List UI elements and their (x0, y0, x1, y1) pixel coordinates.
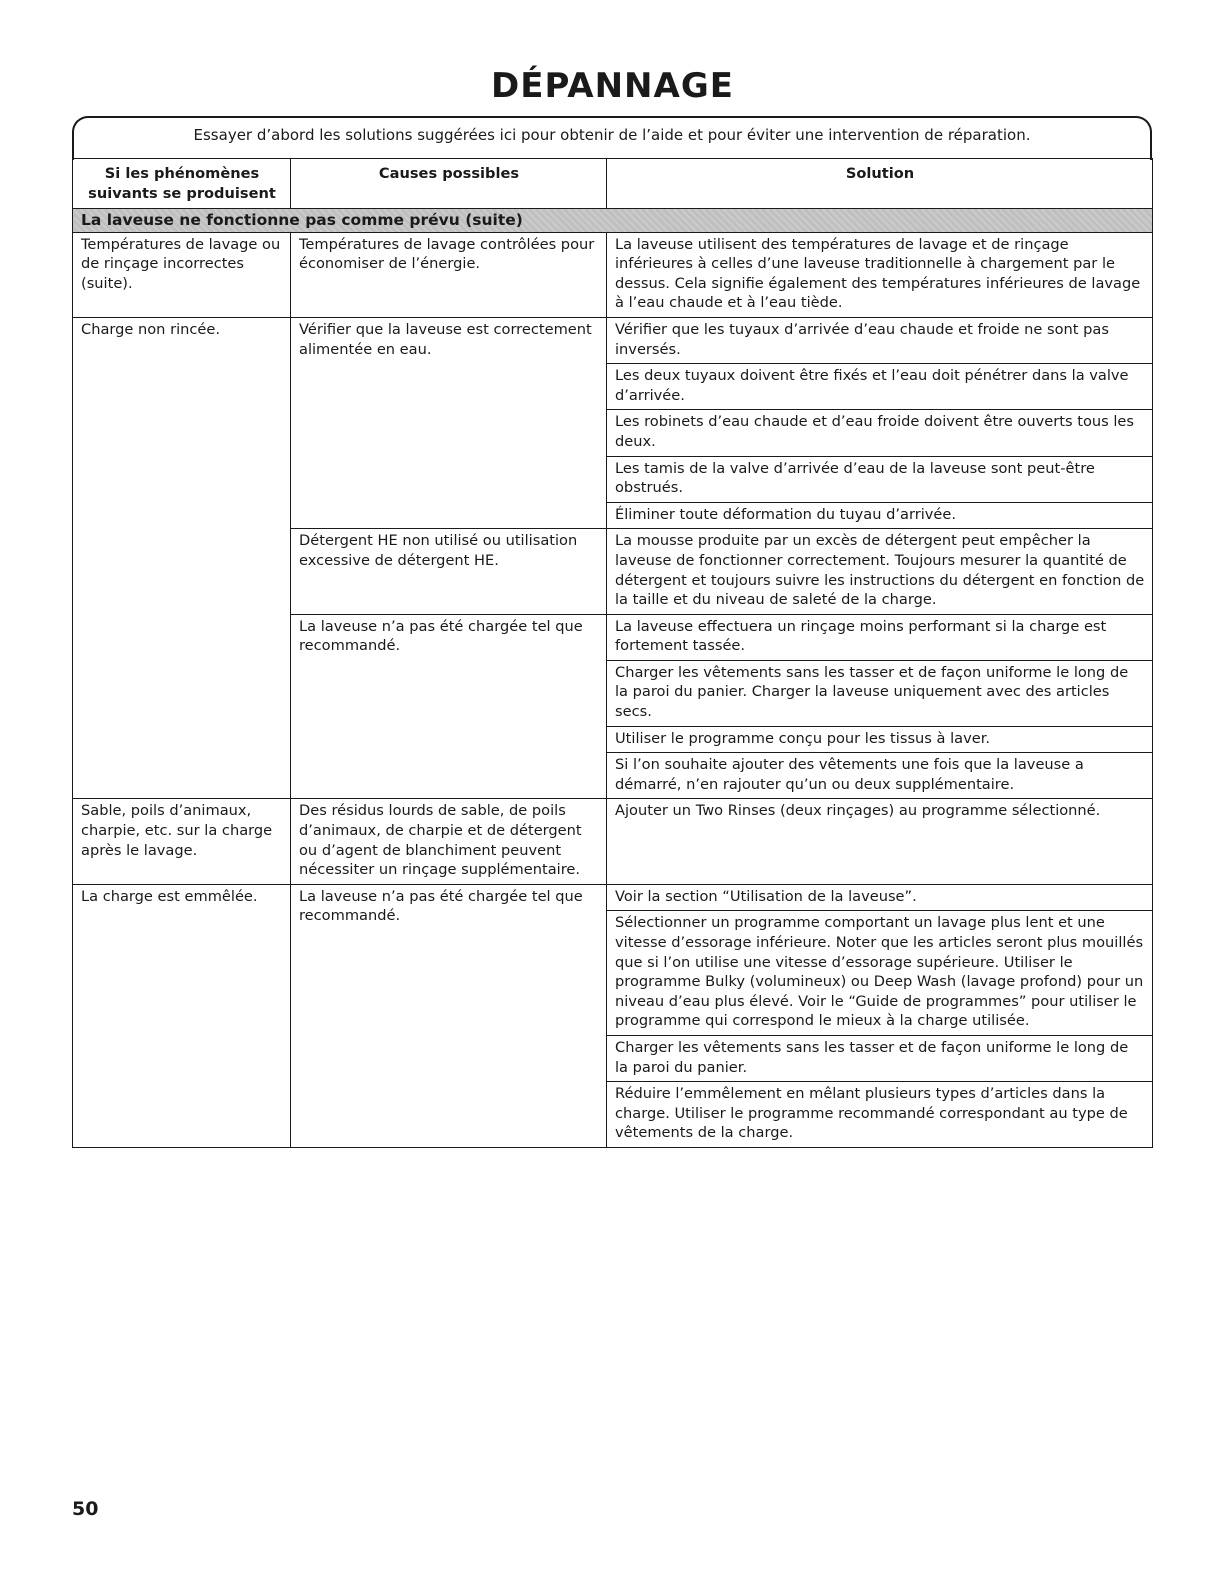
table-row (73, 317, 1153, 363)
table-row (73, 884, 1153, 911)
header-solution: Solution (607, 159, 1153, 209)
solution-cell: La laveuse utilisent des températures de lavage et de rinçage inférieures à celles d’une laveuse traditionnelle à chargement par le dessus. Cela signifie également des températures inférieures de lavage à l’eau chaude et à l’eau tiède. (607, 232, 1153, 317)
table-row (73, 232, 1153, 317)
solution-cell: La mousse produite par un excès de détergent peut empêcher la laveuse de fonctionner correctement. Toujours mesurer la quantité de détergent et toujours suivre les instructions du détergent en fonction de la taille et du niveau de saleté de la charge. (607, 529, 1153, 614)
cause-cell: Des résidus lourds de sable, de poils d’animaux, de charpie et de détergent ou d’agent de blanchiment peuvent nécessiter un rinçage supplémentaire. (291, 799, 607, 884)
symptom-cell: Températures de lavage ou de rinçage incorrectes (suite). (73, 232, 291, 317)
cause-cell: Vérifier que la laveuse est correctement alimentée en eau. (291, 317, 607, 528)
solution-cell: Éliminer toute déformation du tuyau d’arrivée. (607, 502, 1153, 529)
header-symptom: Si les phénomènes suivants se produisent (73, 159, 291, 209)
solution-cell: Les deux tuyaux doivent être fixés et l’eau doit pénétrer dans la valve d’arrivée. (607, 364, 1153, 410)
symptom-cell: Sable, poils d’animaux, charpie, etc. sur la charge après le lavage. (73, 799, 291, 884)
solution-cell: Utiliser le programme conçu pour les tissus à laver. (607, 726, 1153, 753)
symptom-cell: Charge non rincée. (73, 317, 291, 798)
header-cause: Causes possibles (291, 159, 607, 209)
cause-cell: La laveuse n’a pas été chargée tel que recommandé. (291, 884, 607, 1147)
table-header-row (73, 159, 1153, 209)
cause-cell: Détergent HE non utilisé ou utilisation excessive de détergent HE. (291, 529, 607, 614)
page-title: DÉPANNAGE (491, 66, 734, 106)
solution-cell: Sélectionner un programme comportant un lavage plus lent et une vitesse d’essorage inférieure. Noter que les articles seront plus mouillés que si l’on utilise une vitesse d’essorage supérieure. Utiliser le programme Bulky (volumineux) ou Deep Wash (lavage profond) pour un niveau d’eau plus élevé. Voir le “Guide de programmes” pour utiliser le programme qui correspond le mieux à la charge utilisée. (607, 911, 1153, 1036)
solution-cell: Voir la section “Utilisation de la laveuse”. (607, 884, 1153, 911)
table-row (73, 799, 1153, 884)
cause-cell: La laveuse n’a pas été chargée tel que recommandé. (291, 614, 607, 799)
solution-cell: Vérifier que les tuyaux d’arrivée d’eau chaude et froide ne sont pas inversés. (607, 317, 1153, 363)
solution-cell: Si l’on souhaite ajouter des vêtements une fois que la laveuse a démarré, n’en rajouter qu’un ou deux supplémentaire. (607, 753, 1153, 799)
solution-cell: Ajouter un Two Rinses (deux rinçages) au programme sélectionné. (607, 799, 1153, 884)
cause-cell: Températures de lavage contrôlées pour économiser de l’énergie. (291, 232, 607, 317)
symptom-cell: La charge est emmêlée. (73, 884, 291, 1147)
solution-cell: Les robinets d’eau chaude et d’eau froide doivent être ouverts tous les deux. (607, 410, 1153, 456)
solution-cell: Charger les vêtements sans les tasser et de façon uniforme le long de la paroi du panier. (607, 1035, 1153, 1081)
section-header-row (73, 209, 1153, 233)
solution-cell: Réduire l’emmêlement en mêlant plusieurs types d’articles dans la charge. Utiliser le programme recommandé correspondant au type de vêtements de la charge. (607, 1082, 1153, 1148)
page-number: 50 (72, 1498, 99, 1520)
intro-text: Essayer d’abord les solutions suggérées ici pour obtenir de l’aide et pour éviter une intervention de réparation. (193, 126, 1031, 144)
section-title: La laveuse ne fonctionne pas comme prévu (suite) (73, 209, 1153, 233)
troubleshooting-table (72, 158, 1153, 1148)
solution-cell: La laveuse effectuera un rinçage moins performant si la charge est fortement tassée. (607, 614, 1153, 660)
solution-cell: Charger les vêtements sans les tasser et de façon uniforme le long de la paroi du panier. Charger la laveuse uniquement avec des articles secs. (607, 660, 1153, 726)
solution-cell: Les tamis de la valve d’arrivée d’eau de la laveuse sont peut-être obstrués. (607, 456, 1153, 502)
